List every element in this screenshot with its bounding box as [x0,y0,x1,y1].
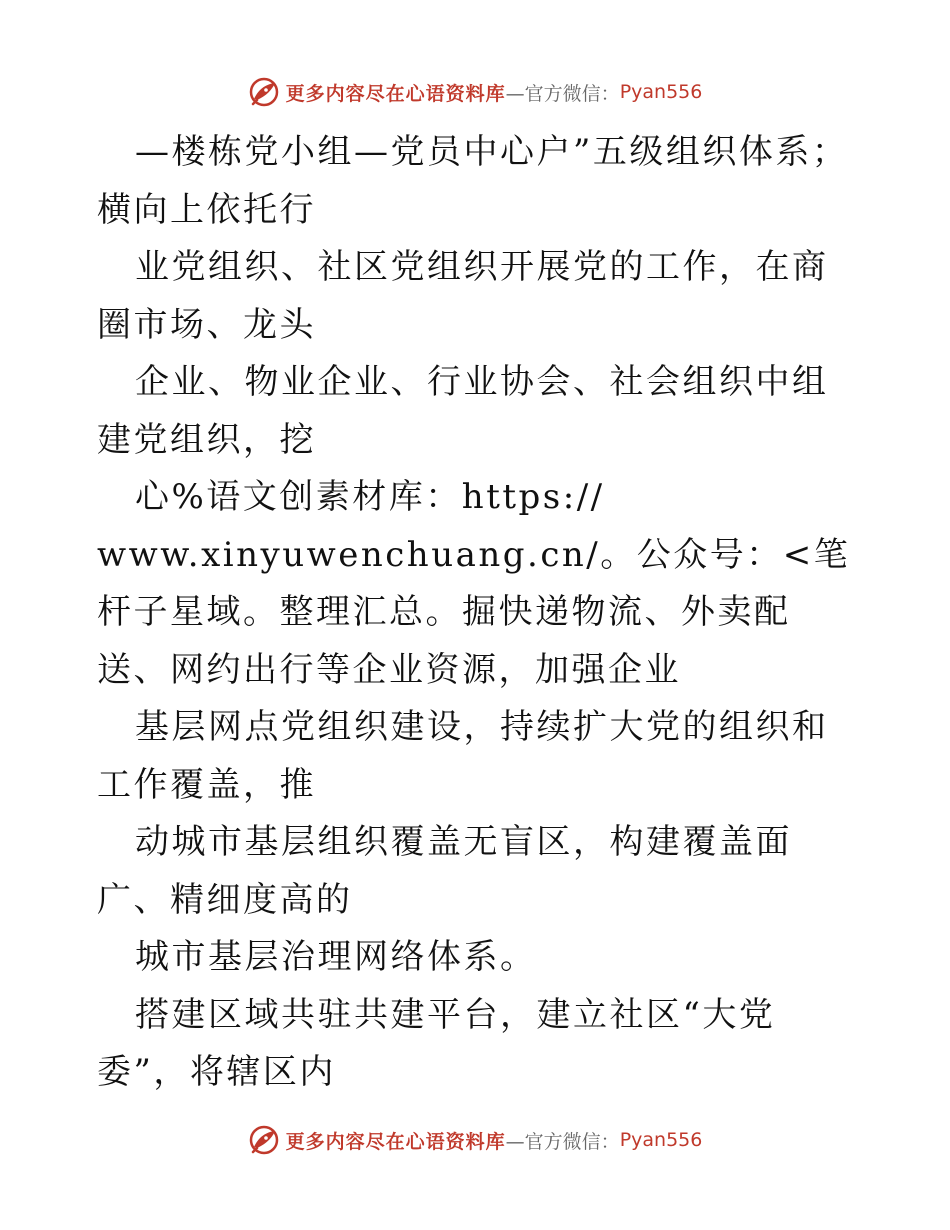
promo-text: 更多内容尽在心语资料库 [285,1130,506,1153]
pen-nib-logo-icon [248,76,280,108]
paragraph-3: 企业、物业企业、行业协会、社会组织中组建党组织，挖 [97,362,829,460]
header-watermark-banner [0,74,950,110]
paragraph-5: www.xinyuwenchuang.cn/。公众号：<笔杆子星域。整理汇总。掘快递物流、外卖配送、网约出行等企业资源，加强企业 [97,534,851,690]
pen-nib-logo-icon [248,1124,280,1156]
paragraph-7: 动城市基层组织覆盖无盲区，构建覆盖面广、精细度高的 [97,822,792,920]
official-wechat-label: —官方微信： [505,1130,620,1153]
paragraph-9: 搭建区域共驻共建平台，建立社区“大党委”，将辖区内 [97,994,776,1092]
footer-watermark-banner [0,1122,950,1158]
wechat-id: Pyan556 [619,81,703,103]
paragraph-6: 基层网点党组织建设，持续扩大党的组织和工作覆盖，推 [97,707,829,805]
paragraph-8: 城市基层治理网络体系。 [135,937,537,977]
official-wechat-label: —官方微信： [505,82,620,105]
promo-text: 更多内容尽在心语资料库 [285,82,506,105]
document-body [97,124,857,1102]
paragraph-4: 心%语文创素材库：https:// [135,477,605,517]
wechat-id: Pyan556 [619,1129,703,1151]
paragraph-2: 业党组织、社区党组织开展党的工作，在商圈市场、龙头 [97,247,829,345]
paragraph-1: —楼栋党小组—党员中心户”五级组织体系；横向上依托行 [97,132,849,230]
